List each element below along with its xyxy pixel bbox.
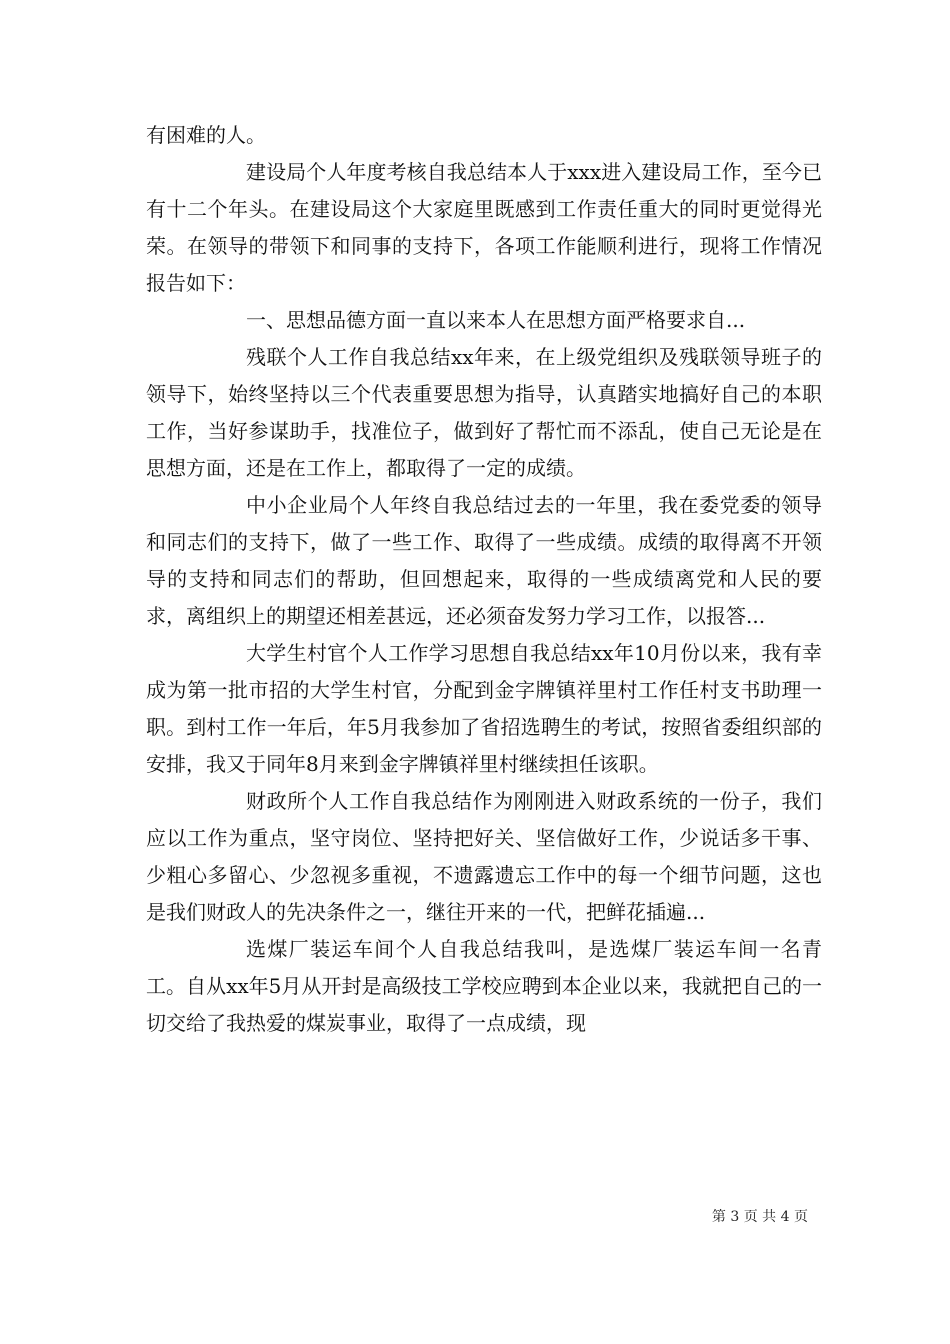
paragraph-6: 大学生村官个人工作学习思想自我总结xx年10月份以来，我有幸成为第一批市招的大学生村官，分配到金字牌镇祥里村工作任村支书助理一职。到村工作一年后，年5月我参加了省招选聘生的考试，按照省委组织部的安排，我又于同年8月来到金字牌镇祥里村继续担任该职。: [146, 641, 822, 776]
document-body: [146, 117, 822, 1042]
paragraph-8: 选煤厂装运车间个人自我总结我叫，是选煤厂装运车间一名青工。自从xx年5月从开封是高级技工学校应聘到本企业以来，我就把自己的一切交给了我热爱的煤炭事业，取得了一点成绩，现: [146, 937, 822, 1035]
paragraph-4: 残联个人工作自我总结xx年来，在上级党组织及残联领导班子的领导下，始终坚持以三个代表重要思想为指导，认真踏实地搞好自己的本职工作，当好参谋助手，找准位子，做到好了帮忙而不添乱，使自己无论是在思想方面，还是在工作上，都取得了一定的成绩。: [146, 345, 822, 480]
paragraph-2: 建设局个人年度考核自我总结本人于xxx进入建设局工作，至今已有十二个年头。在建设局这个大家庭里既感到工作责任重大的同时更觉得光荣。在领导的带领下和同事的支持下，各项工作能顺利进行，现将工作情况报告如下：: [146, 160, 822, 295]
page-number-footer: 第 3 页 共 4 页: [711, 1209, 808, 1225]
paragraph-7: 财政所个人工作自我总结作为刚刚进入财政系统的一份子，我们应以工作为重点，坚守岗位、坚持把好关、坚信做好工作，少说话多干事、少粗心多留心、少忽视多重视，不遗露遗忘工作中的每一个细节问题，这也是我们财政人的先决条件之一，继往开来的一代，把鲜花插遍...: [146, 789, 822, 924]
paragraph-3: 一、思想品德方面一直以来本人在思想方面严格要求自...: [246, 308, 746, 332]
paragraph-1: 有困难的人。: [146, 123, 266, 147]
paragraph-5: 中小企业局个人年终自我总结过去的一年里，我在委党委的领导和同志们的支持下，做了一些工作、取得了一些成绩。成绩的取得离不开领导的支持和同志们的帮助，但回想起来，取得的一些成绩离党和人民的要求，离组织上的期望还相差甚远，还必须奋发努力学习工作，以报答...: [146, 493, 822, 628]
